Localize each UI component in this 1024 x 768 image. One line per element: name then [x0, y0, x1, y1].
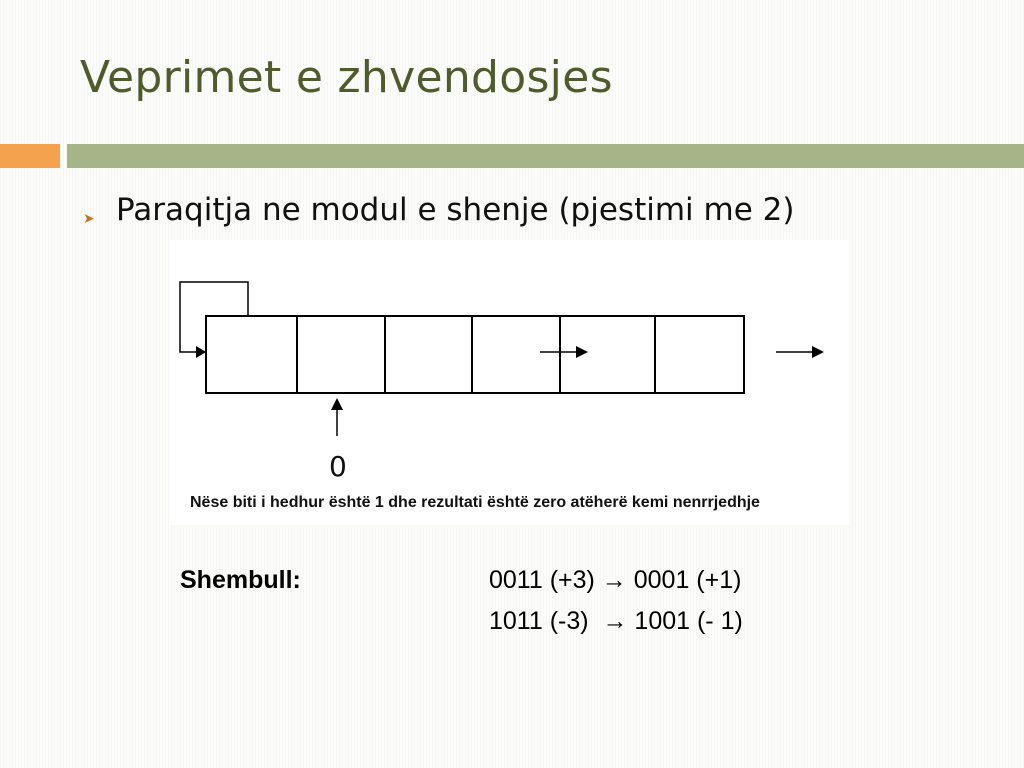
input-arrowhead: [331, 398, 343, 410]
example-line-negative: 1011 (-3) → 1001 (- 1): [489, 607, 743, 635]
slide-title: Veprimet e zhvendosjes: [80, 52, 613, 103]
overflow-caption: Nëse biti i hedhur është 1 dhe rezultati është zero atëherë kemi nenrrjedhje: [190, 494, 760, 511]
example-label: Shembull:: [180, 566, 301, 594]
example-line-positive: 0011 (+3) → 0001 (+1): [489, 566, 742, 594]
title-rule: [67, 144, 1024, 168]
shift-register-diagram: [170, 240, 850, 525]
title-accent-bar: [0, 144, 60, 168]
shift-register-svg: [170, 240, 850, 525]
input-zero-label: 0: [329, 450, 347, 483]
sign-bit-loop-arrowhead: [196, 346, 206, 358]
arrowhead-bullet-icon: ➤: [83, 211, 95, 227]
register-outline: [206, 316, 744, 393]
bullet-text: Paraqitja ne modul e shenje (pjestimi me 2): [116, 192, 795, 228]
output-arrowhead: [812, 346, 824, 358]
internal-shift-arrowhead: [576, 346, 588, 358]
